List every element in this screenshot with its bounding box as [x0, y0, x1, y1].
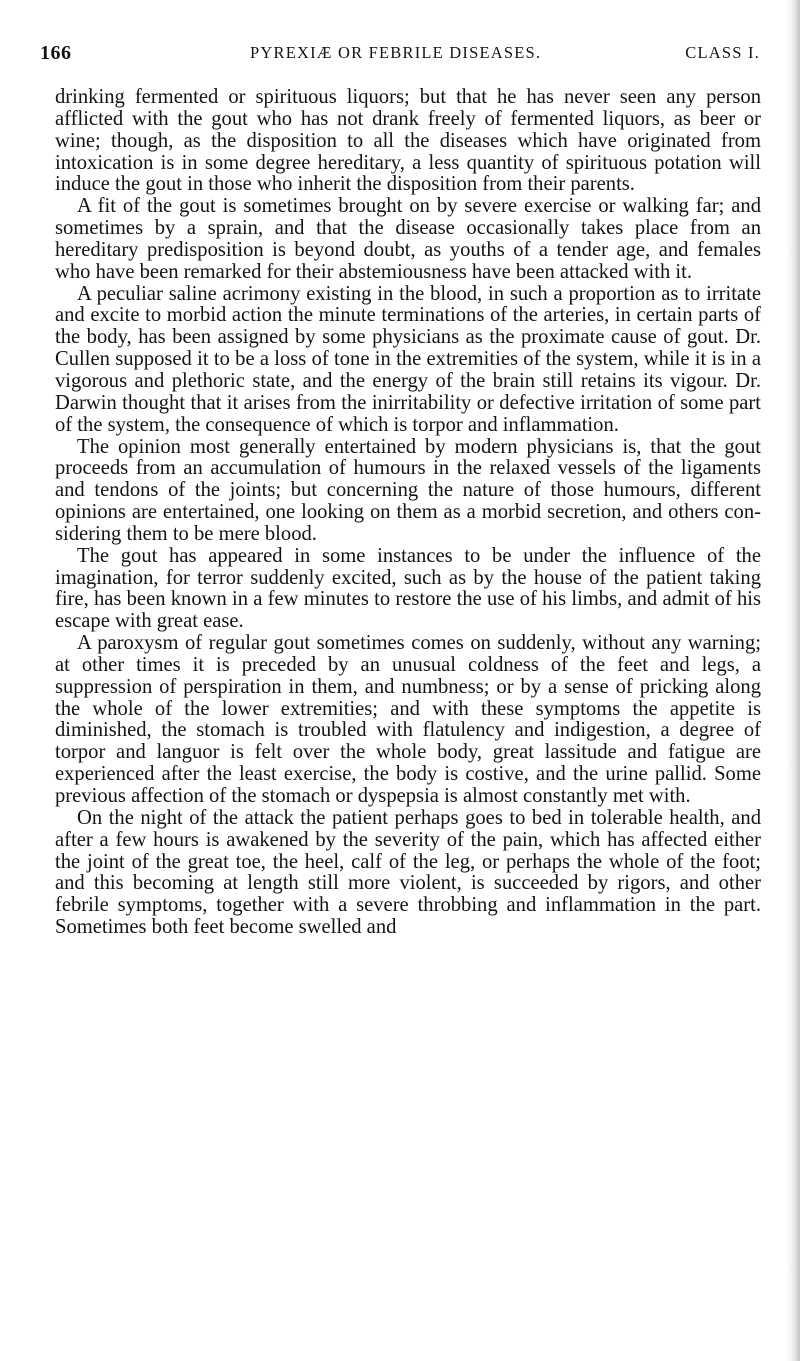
paragraph-paroxysm: A paroxysm of regular gout sometimes comes on suddenly, without any warning; at other times it is preceded by an unusual coldness of the feet and legs, a suppression of perspiration in them, and numbness; or by a sense of pricking along the whole of the lower extremities; and with these symptoms the appetite is diminished, the stomach is troubled with flatulency and indigestion, a degree of torpor and languor is felt over the whole body, great lassitude and fatigue are experienced after the least exercise, the body is costive, and the urine pallid. Some previous affection of the stomach or dyspepsia is almost constantly met with.	[55, 632, 761, 807]
page-binding-shadow	[786, 0, 800, 1361]
body-text	[55, 87, 761, 939]
running-head	[40, 42, 760, 72]
paragraph-exciting-causes: A fit of the gout is sometimes brought on by severe exercise or walking far; and sometimes by a sprain, and that the disease occasionally takes place from an hereditary predisposition is beyond doubt, as youths of a tender age, and females who have been remarked for their abstemiousness have been attacked with it.	[55, 195, 761, 283]
paragraph-proximate-cause: A peculiar saline acrimony existing in the blood, in such a proportion as to irritate and excite to morbid action the minute terminations of the arteries, in certain parts of the body, has been assigned by some physicians as the proximate cause of gout. Dr. Cullen supposed it to be a loss of tone in the extremities of the system, while it is in a vigorous and plethoric state, and the energy of the brain still retains its vigour. Dr. Darwin thought that it arises from the inirritability or defective irritation of some part of the system, the consequence of which is torpor and inflammation.	[55, 282, 761, 436]
running-head-class: CLASS I.	[685, 43, 760, 62]
running-head-title: PYREXIÆ OR FEBRILE DISEASES.	[250, 43, 542, 62]
paragraph-continued: drinking fermented or spirituous liquors; but that he has never seen any person afflicted with the gout who has not drank freely of fermented liquors, as beer or wine; though, as the disposition to all the diseases which have originated from intoxication is in some degree hereditary, a less quantity of spirituous potation will induce the gout in those who inherit the disposition from their parents.	[55, 86, 761, 196]
paragraph-night-attack: On the night of the attack the patient perhaps goes to bed in tolerable health, and after a few hours is awakened by the severity of the pain, which has affected either the joint of the great toe, the heel, calf of the leg, or perhaps the whole of the foot; and this becoming at length still more violent, is succeeded by rigors, and other febrile symptoms, together with a severe throbbing and inflammation in the part. Sometimes both feet become swelled and	[55, 806, 761, 939]
paragraph-modern-opinion: The opinion most generally entertained by modern physicians is, that the gout proceeds from an accumulation of humours in the relaxed vessels of the ligaments and tendons of the joints; but concerning the nature of those humours, different opinions are entertained, one looking on them as a morbid secretion, and others considering them to be mere blood.	[55, 435, 761, 545]
page-number: 166	[40, 42, 72, 64]
paragraph-imagination: The gout has appeared in some instances to be under the influence of the imagination, for terror suddenly excited, such as by the house of the patient taking fire, has been known in a few minutes to restore the use of his limbs, and admit of his escape with great ease.	[55, 544, 761, 633]
